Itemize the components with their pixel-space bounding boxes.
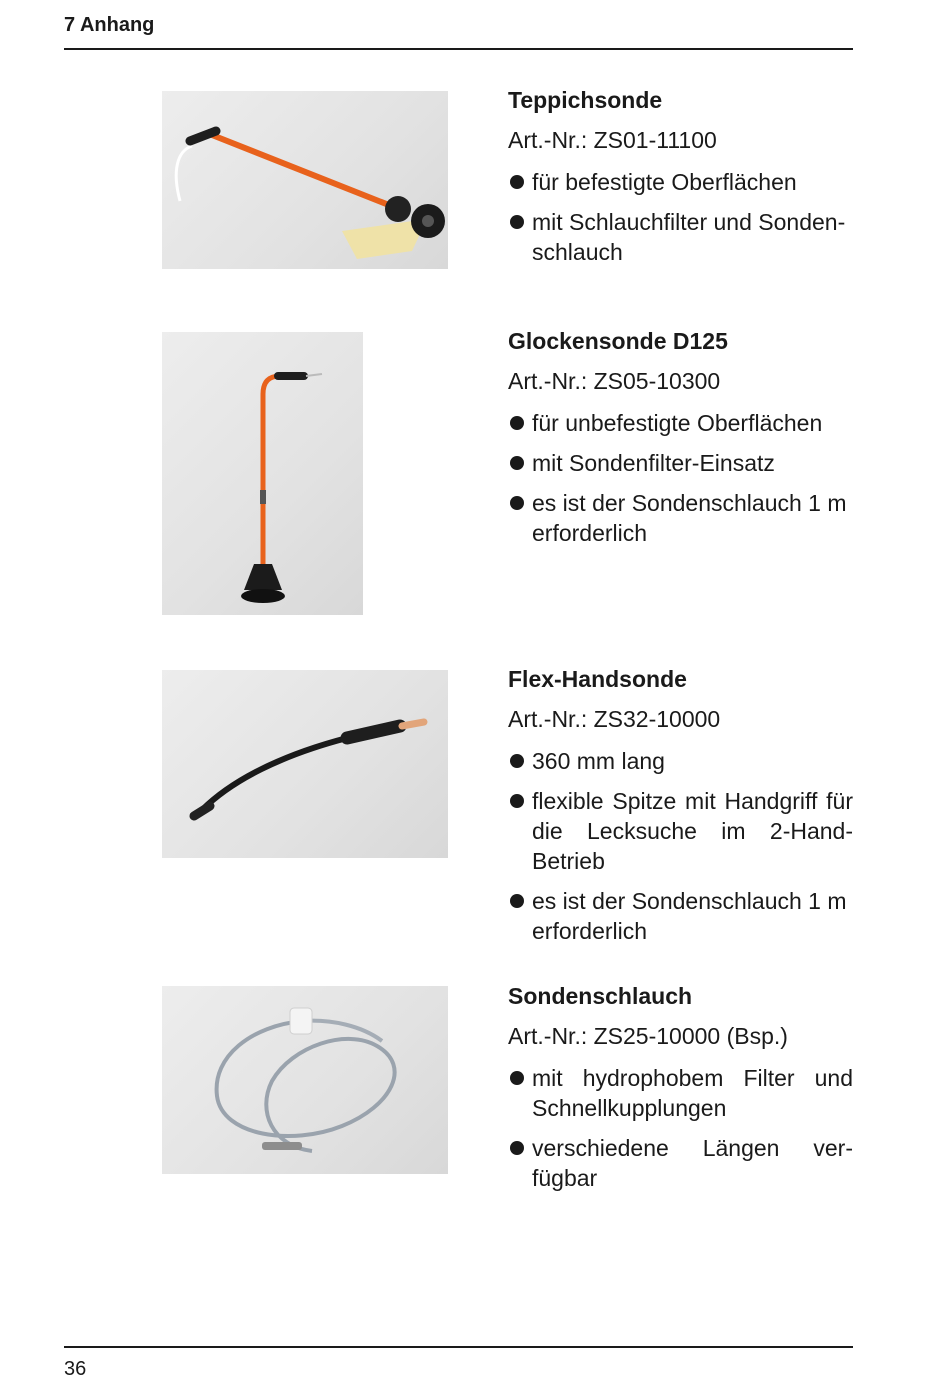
feature-item: es ist der Sondenschlauch 1 m erforderlich (508, 488, 853, 548)
product-text (508, 983, 853, 1203)
feature-list (508, 1063, 853, 1193)
feature-list (508, 408, 853, 548)
feature-item: mit Schlauchfilter und Sonden-schlauch (508, 207, 853, 267)
article-number: Art.-Nr.: ZS32-10000 (508, 706, 721, 732)
carpet-probe-photo (162, 91, 448, 269)
feature-list (508, 746, 853, 946)
bullet-icon (510, 1141, 524, 1155)
product-name: Glockensonde D125 (508, 328, 728, 354)
bullet-icon (510, 175, 524, 189)
page-number: 36 (64, 1358, 87, 1380)
feature-item: verschiedene Längen ver-fügbar (508, 1133, 853, 1193)
bullet-icon (510, 1071, 524, 1085)
bullet-icon (510, 894, 524, 908)
bell-probe-photo (162, 332, 363, 615)
feature-item: für unbefestigte Oberflächen (508, 408, 853, 438)
article-number: Art.-Nr.: ZS01-11100 (508, 127, 717, 153)
bullet-icon (510, 754, 524, 768)
header-divider (64, 48, 853, 50)
feature-item: es ist der Sondenschlauch 1 m erforderlich (508, 886, 853, 946)
bullet-icon (510, 416, 524, 430)
bullet-icon (510, 496, 524, 510)
product-name: Flex-Handsonde (508, 666, 687, 692)
article-number: Art.-Nr.: ZS05-10300 (508, 368, 721, 394)
feature-item: mit hydrophobem Filter und Schnellkupplungen (508, 1063, 853, 1123)
bullet-icon (510, 456, 524, 470)
product-name: Sondenschlauch (508, 983, 693, 1009)
product-name: Teppichsonde (508, 87, 663, 113)
footer-divider (64, 1346, 853, 1348)
flex-hand-probe-photo (162, 670, 448, 858)
section-title: 7 Anhang (64, 14, 155, 36)
article-number: Art.-Nr.: ZS25-10000 (Bsp.) (508, 1023, 788, 1049)
bullet-icon (510, 215, 524, 229)
product-text (508, 328, 853, 558)
bullet-icon (510, 794, 524, 808)
product-text (508, 87, 853, 277)
probe-hose-photo (162, 986, 448, 1174)
product-text (508, 666, 853, 956)
feature-list (508, 167, 853, 267)
feature-item: flexible Spitze mit Handgriff für die Lecksuche im 2-Hand-Betrieb (508, 786, 853, 876)
feature-item: mit Sondenfilter-Einsatz (508, 448, 853, 478)
feature-item: für befestigte Oberflächen (508, 167, 853, 197)
feature-item: 360 mm lang (508, 746, 853, 776)
